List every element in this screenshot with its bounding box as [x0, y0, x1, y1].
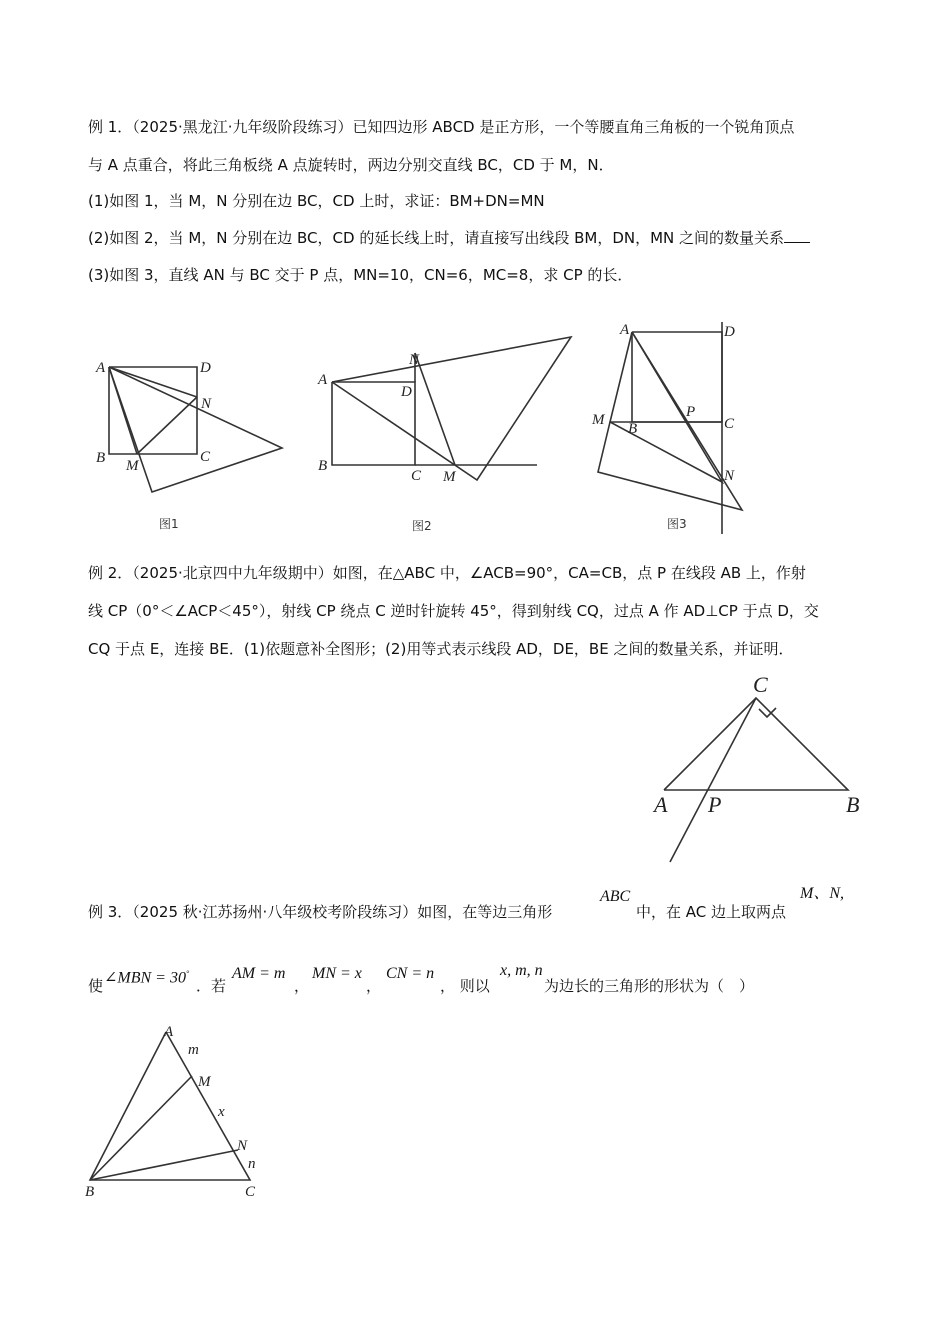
ex3-triangle-lines: [90, 1032, 250, 1180]
fig1-label-d: D: [200, 360, 211, 376]
ex2-line2: 线 CP（0°＜∠ACP＜45°），射线 CP 绕点 C 逆时针旋转 45°，得到射线 CQ，过点 A 作 AD⊥CP 于点 D，交: [88, 602, 819, 620]
answer-blank: [784, 228, 810, 243]
fig1-label-m: M: [126, 458, 139, 474]
ex3-label-x-side: x: [218, 1104, 225, 1120]
fig1-label-b: B: [96, 450, 106, 466]
figure-2: [315, 335, 585, 535]
ex3-label-m-side: m: [188, 1042, 199, 1058]
ex3-label-n: N: [237, 1138, 248, 1154]
figure-3: [590, 320, 760, 535]
fig3-label-p: P: [686, 404, 696, 420]
ex2-label-b: B: [846, 792, 860, 817]
ex2-label-a: A: [654, 792, 668, 817]
ex3-degree: °: [185, 969, 190, 978]
ex3-label-n-side: n: [248, 1156, 256, 1172]
ex1-line1: 例 1．（2025·黑龙江·九年级阶段练习）已知四边形 ABCD 是正方形，一个等腰直角三角板的一个锐角顶点: [88, 118, 795, 136]
fig1-label-a: A: [96, 360, 106, 376]
ex3-line2-a: 使: [88, 977, 104, 995]
ex2-label-p: P: [708, 792, 722, 817]
ex3-label-b: B: [85, 1184, 95, 1200]
figure-1: [90, 355, 290, 535]
ex3-label-a: A: [164, 1024, 174, 1040]
ex3-line1-b: 中，在 AC 边上取两点: [636, 903, 787, 921]
ex3-xmn: x, m, n: [500, 962, 543, 979]
fig2-caption: 图2: [412, 519, 432, 533]
ex3-abc: ABC: [600, 888, 631, 905]
ex1-question-1: (1)如图 1，当 M，N 分别在边 BC，CD 上时，求证：BM+DN=MN: [88, 192, 545, 210]
ex2-line1: 例 2．（2025·北京四中九年级期中）如图，在△ABC 中，∠ACB=90°，CA=CB，点 P 在线段 AB 上，作射: [88, 564, 806, 582]
fig3-label-a: A: [620, 322, 630, 338]
fig1-caption: 图1: [159, 517, 179, 531]
fig2-label-d: D: [401, 384, 412, 400]
ex3-angle-text: ∠MBN = 30: [104, 969, 186, 987]
fig1-label-n: N: [201, 396, 212, 412]
ex1-question-3: (3)如图 3，直线 AN 与 BC 交于 P 点，MN=10，CN=6，MC=8，求 CP 的长．: [88, 266, 633, 284]
ex3-line2-b: 为边长的三角形的形状为（ ）: [544, 977, 755, 995]
fig2-label-c: C: [411, 468, 422, 484]
ex3-label-c: C: [245, 1184, 256, 1200]
ex3-am: AM = m: [232, 965, 286, 982]
ex3-line1-a: 例 3．（2025 秋·江苏扬州·八年级校考阶段练习）如图，在等边三角形: [88, 903, 553, 921]
fig3-label-m: M: [592, 412, 605, 428]
ex3-mnx: MN = x: [312, 965, 362, 982]
fig2-label-b: B: [318, 458, 328, 474]
ex3-comma-2: ，: [366, 977, 382, 995]
ex3-mn: M、N,: [800, 885, 845, 902]
fig2-label-a: A: [318, 372, 328, 388]
ex3-ruo: ．若: [196, 977, 227, 995]
ex3-angle: [104, 964, 189, 988]
figure-ex3-triangle: [82, 1020, 282, 1205]
fig2-label-m: M: [443, 469, 456, 485]
figure-3-lines: [598, 322, 742, 534]
ex3-comma-1: ，: [294, 977, 310, 995]
fig2-label-n: N: [409, 352, 420, 368]
figure-2-lines: [332, 337, 571, 480]
fig3-label-d: D: [724, 324, 735, 340]
fig1-label-c: C: [200, 449, 211, 465]
ex1-question-2-text: (2)如图 2，当 M，N 分别在边 BC，CD 的延长线上时，请直接写出线段 BM，DN，MN 之间的数量关系: [88, 229, 785, 247]
ex3-yi: ， 则以: [440, 977, 490, 995]
ex1-question-2: [88, 228, 810, 248]
fig3-label-n: N: [724, 468, 735, 484]
ex3-label-m: M: [198, 1074, 211, 1090]
figure-ex2-triangle: [650, 670, 870, 870]
fig3-label-b: B: [628, 421, 638, 437]
ex2-label-c: C: [753, 672, 768, 697]
fig3-caption: 图3: [667, 517, 687, 531]
ex2-line3: CQ 于点 E，连接 BE．(1)依题意补全图形；(2)用等式表示线段 AD，DE，BE 之间的数量关系，并证明．: [88, 640, 794, 658]
fig3-label-c: C: [724, 416, 735, 432]
ex2-triangle-lines: [664, 698, 848, 862]
ex3-cnn: CN = n: [386, 965, 435, 982]
ex1-line2: 与 A 点重合，将此三角板绕 A 点旋转时，两边分别交直线 BC，CD 于 M，N．: [88, 156, 614, 174]
